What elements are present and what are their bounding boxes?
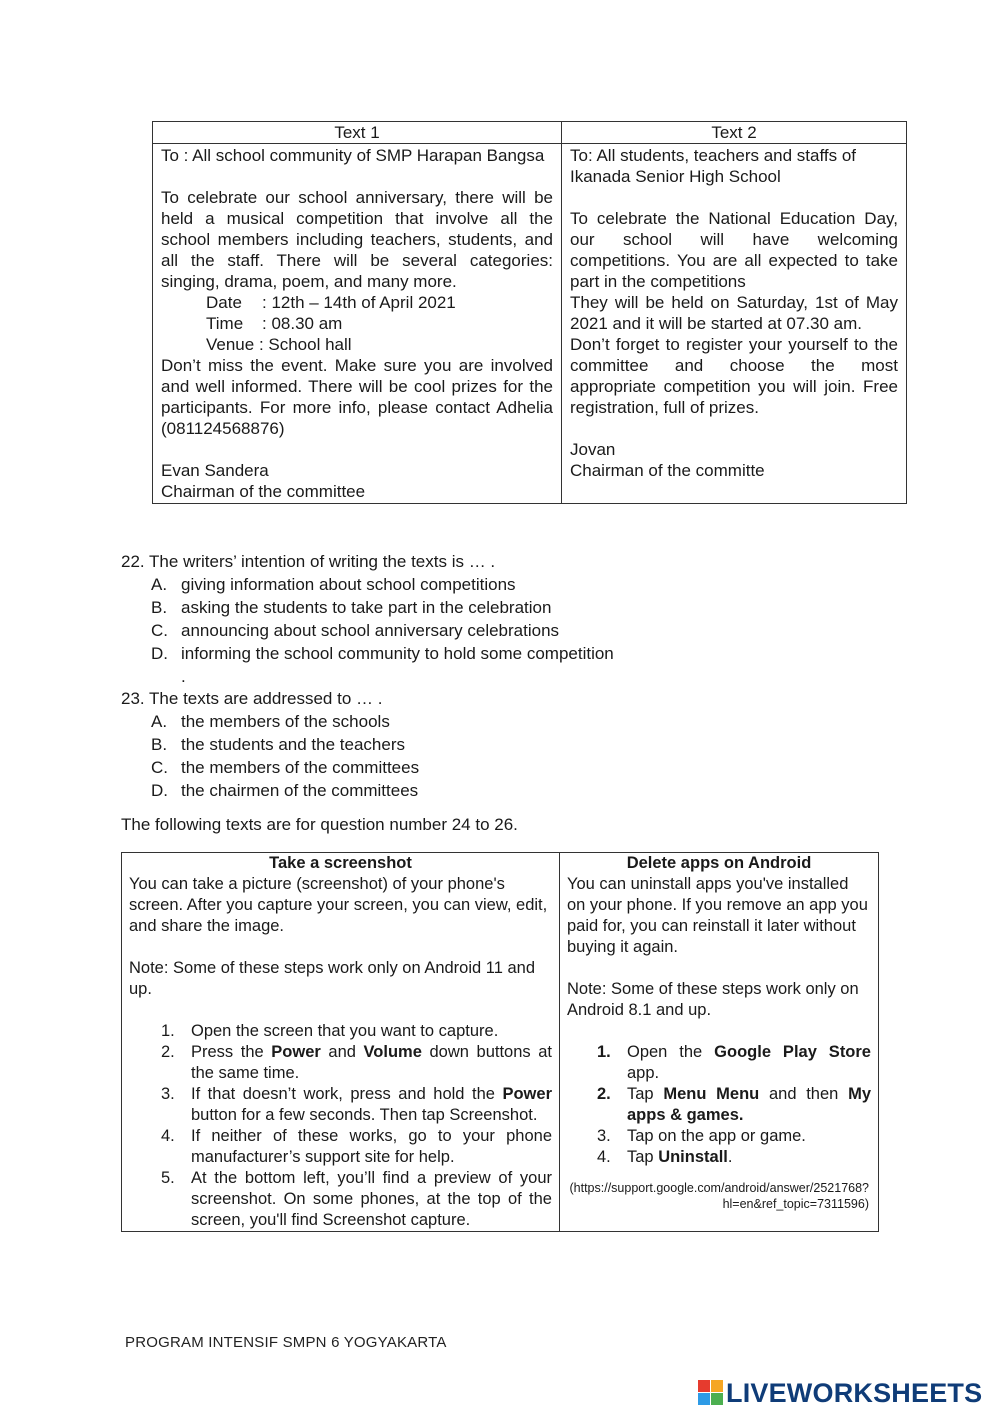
option-text: informing the school community to hold some competition [181, 644, 614, 663]
list-item [129, 1084, 552, 1126]
step-bold: Volume [363, 1043, 422, 1061]
option-b[interactable] [121, 733, 419, 756]
text1-signer: Evan Sandera [161, 461, 269, 480]
step-text: If neither of these works, go to your phone manufacturer’s support site for help. [191, 1127, 552, 1166]
step-text: Open the [627, 1043, 715, 1061]
text1-time-value: : 08.30 am [262, 314, 343, 333]
option-text: the students and the teachers [181, 735, 405, 754]
text1-time [161, 313, 553, 334]
step-bold: Google Play Store [714, 1043, 871, 1061]
step-text: . [727, 1148, 733, 1166]
step-text: If that doesn’t work, press and hold the [191, 1085, 503, 1103]
step-text: Tap [627, 1085, 664, 1103]
text1-to: To : All school community of SMP Harapan Bangsa [161, 146, 545, 165]
option-letter: D. [151, 781, 168, 800]
text1-closing: Don’t miss the event. Make sure you are involved and well informed. There will be cool prizes for the participants. For more info, please contact Adhelia (081124568876) [161, 356, 553, 438]
text1-cell [153, 144, 562, 504]
screenshot-cell [122, 853, 560, 1232]
text1-body: To celebrate our school anniversary, there will be held a musical competition that involve all the school members including teachers, students, and all the staff. There will be several categories: singing, drama, poem, and many more. [161, 188, 553, 291]
option-a[interactable] [121, 710, 419, 733]
howto-table [121, 852, 879, 1232]
list-item [129, 1021, 552, 1042]
option-letter: C. [151, 758, 168, 777]
page-footer: PROGRAM INTENSIF SMPN 6 YOGYAKARTA [125, 1334, 447, 1351]
option-text: the chairmen of the committees [181, 781, 419, 800]
liveworksheets-logo[interactable] [698, 1378, 982, 1408]
screenshot-desc: You can take a picture (screenshot) of your phone's screen. After you capture your screen, you can view, edit, and share the image. [129, 875, 548, 935]
text2-closing: Don’t forget to register your yourself to the committee and choose the most appropriate competition you will join. Free registration, full of prizes. [570, 335, 898, 417]
step-bold: Power [271, 1043, 321, 1061]
step-bold: Uninstall [658, 1148, 728, 1166]
option-letter: A. [151, 575, 168, 594]
option-text: giving information about school competitions [181, 575, 516, 594]
option-text: the members of the committees [181, 758, 420, 777]
option-letter: A. [151, 712, 168, 731]
text2-to: To: All students, teachers and staffs of Ikanada Senior High School [570, 146, 857, 186]
step-text: down buttons at the same time. [191, 1043, 552, 1082]
logo-mark-icon [698, 1380, 724, 1406]
step-text: Open the screen that you want to capture. [191, 1022, 499, 1040]
step-text: button for a few seconds. Then tap Screenshot. [191, 1106, 538, 1124]
option-text: the members of the schools [181, 712, 390, 731]
list-item [567, 1042, 871, 1084]
step-number: 1. [161, 1022, 175, 1040]
step-number: 1. [597, 1043, 611, 1061]
question-23 [121, 687, 419, 802]
screenshot-note: Note: Some of these steps work only on Android 11 and up. [129, 959, 536, 998]
text1-date-value: : 12th – 14th of April 2021 [262, 293, 456, 312]
option-c[interactable] [121, 619, 614, 642]
list-item [129, 1168, 552, 1231]
text1-role: Chairman of the committee [161, 482, 366, 501]
option-a[interactable] [121, 573, 614, 596]
list-item [129, 1042, 552, 1084]
step-number: 5. [161, 1169, 175, 1187]
screenshot-title: Take a screenshot [269, 854, 412, 872]
list-item [567, 1084, 871, 1126]
text2-cell [562, 144, 907, 504]
delete-title: Delete apps on Android [626, 854, 812, 872]
option-letter: C. [151, 621, 168, 640]
list-item [567, 1126, 871, 1147]
step-number: 3. [161, 1085, 175, 1103]
text2-header: Text 2 [562, 122, 907, 144]
question-stem: 23. The texts are addressed to … . [121, 689, 383, 708]
trailing-dot: . [181, 667, 186, 686]
step-number: 3. [597, 1127, 611, 1145]
text2-when: They will be held on Saturday, 1st of May 2021 and it will be started at 07.30 am. [570, 293, 898, 333]
step-text: and [320, 1043, 364, 1061]
step-number: 2. [161, 1043, 175, 1061]
step-number: 4. [597, 1148, 611, 1166]
text1-date [161, 292, 553, 313]
option-d[interactable] [121, 642, 614, 665]
list-item [567, 1147, 871, 1168]
question-22 [121, 550, 614, 688]
step-text: app. [627, 1064, 660, 1082]
option-d[interactable] [121, 779, 419, 802]
delete-desc: You can uninstall apps you've installed on your phone. If you remove an app you paid for, you can reinstall it later without buying it again. [567, 875, 868, 956]
logo-text: LIVEWORKSHEETS [726, 1377, 983, 1408]
text2-role: Chairman of the committe [570, 461, 765, 480]
step-text: Tap [627, 1148, 659, 1166]
text2-body: To celebrate the National Education Day, our school will have welcoming competitions. You are all expected to take part in the competitions [570, 209, 898, 291]
texts-intro: The following texts are for question number 24 to 26. [121, 815, 518, 834]
question-stem: 22. The writers’ intention of writing the texts is … . [121, 552, 496, 571]
source-link[interactable]: (https://support.google.com/android/answer/2521768?hl=en&ref_topic=7311596) [569, 1181, 869, 1211]
step-number: 2. [597, 1085, 611, 1103]
text2-signer: Jovan [570, 440, 616, 459]
option-letter: B. [151, 735, 168, 754]
option-text: asking the students to take part in the celebration [181, 598, 552, 617]
text1-date-label: Date [206, 293, 242, 312]
delete-note: Note: Some of these steps work only on Android 8.1 and up. [567, 980, 859, 1019]
step-text: Press the [191, 1043, 272, 1061]
step-text: and then [759, 1085, 849, 1103]
text1-time-label: Time [206, 314, 244, 333]
option-b[interactable] [121, 596, 614, 619]
text1-header: Text 1 [153, 122, 562, 144]
option-letter: B. [151, 598, 168, 617]
option-text: announcing about school anniversary celebrations [181, 621, 560, 640]
step-number: 4. [161, 1127, 175, 1145]
step-bold: My apps & games. [627, 1085, 871, 1124]
step-bold: Power [502, 1085, 552, 1103]
step-text: Tap on the app or game. [627, 1127, 806, 1145]
delete-steps [567, 1042, 871, 1168]
step-text: At the bottom left, you’ll find a preview of your screenshot. On some phones, at the top of the screen, you'll find Screenshot capture. [191, 1169, 552, 1229]
texts-table [152, 121, 907, 504]
text1-venue: Venue : School hall [206, 335, 352, 354]
step-bold: Menu Menu [663, 1085, 760, 1103]
screenshot-steps [129, 1021, 552, 1231]
option-letter: D. [151, 644, 168, 663]
delete-cell [560, 853, 879, 1232]
list-item [129, 1126, 552, 1168]
option-c[interactable] [121, 756, 419, 779]
